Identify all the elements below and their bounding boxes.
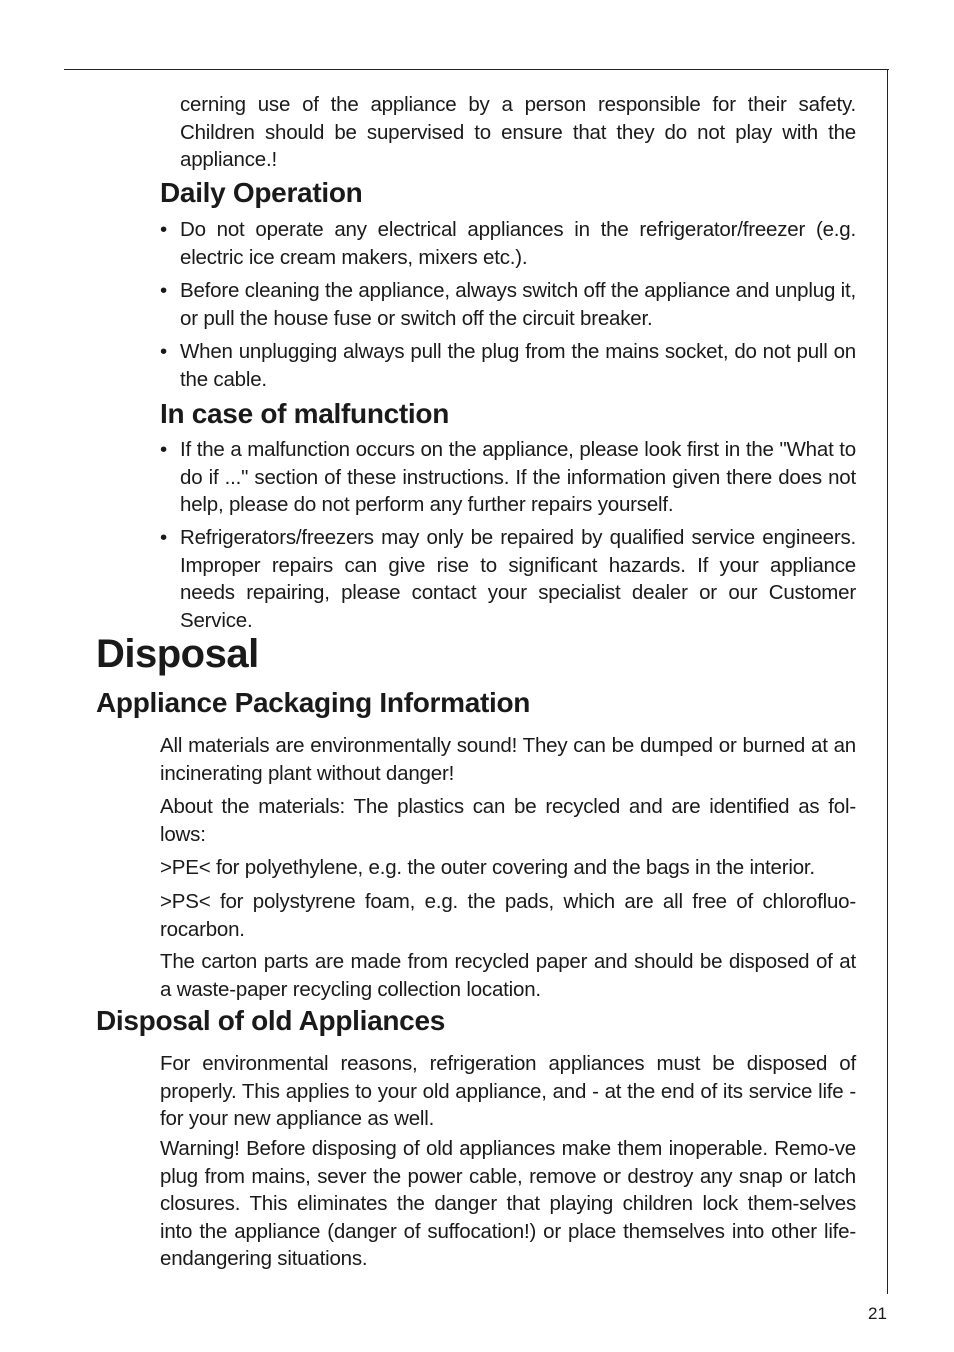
bullet-text: When unplugging always pull the plug from the mains socket, do not pull on the cable. (180, 340, 856, 391)
daily-bullet-2 (160, 277, 856, 332)
bullet-dot: • (160, 218, 167, 241)
top-rule (64, 69, 889, 70)
bullet-text: Do not operate any electrical appliances in the refrigerator/freezer (e.g. electric ice cream makers, mixers etc.). (180, 218, 856, 269)
packaging-paragraph-4: >PS< for polystyrene foam, e.g. the pads, which are all free of chlorofluo-rocarbon. (160, 890, 856, 941)
bullet-text: If the a malfunction occurs on the appliance, please look first in the "What to do if ..." section of these instructions. If the information given there does not help, please do not perform any further repairs yourself. (180, 438, 856, 516)
packaging-paragraph-1: All materials are environmentally sound! They can be dumped or burned at an incinerating plant without danger! (160, 734, 856, 785)
malfunction-bullet-2 (160, 524, 856, 634)
bullet-text: Refrigerators/freezers may only be repaired by qualified service engineers. Improper repairs can give rise to significant hazards. If your appliance needs repairing, please contact your specialist dealer or our Customer Service. (180, 526, 856, 632)
bullet-dot: • (160, 279, 167, 302)
disposal-title: Disposal (96, 632, 259, 676)
right-rule (887, 69, 888, 1294)
old-appliances-paragraph-2: Warning! Before disposing of old appliances make them inoperable. Remo-ve plug from mains, sever the power cable, remove or destroy any snap or latch closures. This eliminates the danger that playing children lock them-selves into the appliance (danger of suffocation!) or place themselves into other life-endangering situations. (160, 1137, 856, 1270)
packaging-paragraph-3: >PE< for polyethylene, e.g. the outer covering and the bags in the interior. (160, 856, 815, 879)
intro-tail-paragraph: cerning use of the appliance by a person responsible for their safety. Children should be supervised to ensure that they do not play with the appliance.! (180, 93, 856, 171)
old-appliances-paragraph-1: For environmental reasons, refrigeration appliances must be disposed of properly. This applies to your old appliance, and - at the end of its service life - for your new appliance as well. (160, 1052, 856, 1130)
bullet-text: Before cleaning the appliance, always switch off the appliance and unplug it, or pull the house fuse or switch off the circuit breaker. (180, 279, 856, 330)
bullet-dot: • (160, 526, 167, 549)
page-number: 21 (868, 1304, 887, 1323)
malfunction-bullet-1 (160, 436, 856, 519)
bullet-dot: • (160, 340, 167, 363)
old-appliances-heading: Disposal of old Appliances (96, 1005, 445, 1036)
daily-bullet-1 (160, 216, 856, 271)
malfunction-heading: In case of malfunction (160, 398, 449, 429)
bullet-dot: • (160, 438, 167, 461)
packaging-heading: Appliance Packaging Information (96, 687, 531, 718)
daily-operation-heading: Daily Operation (160, 177, 363, 208)
packaging-paragraph-2: About the materials: The plastics can be recycled and are identified as fol-lows: (160, 795, 856, 846)
daily-bullet-3 (160, 338, 856, 393)
packaging-paragraph-5: The carton parts are made from recycled paper and should be disposed of at a waste-paper recycling collection location. (160, 950, 856, 1001)
